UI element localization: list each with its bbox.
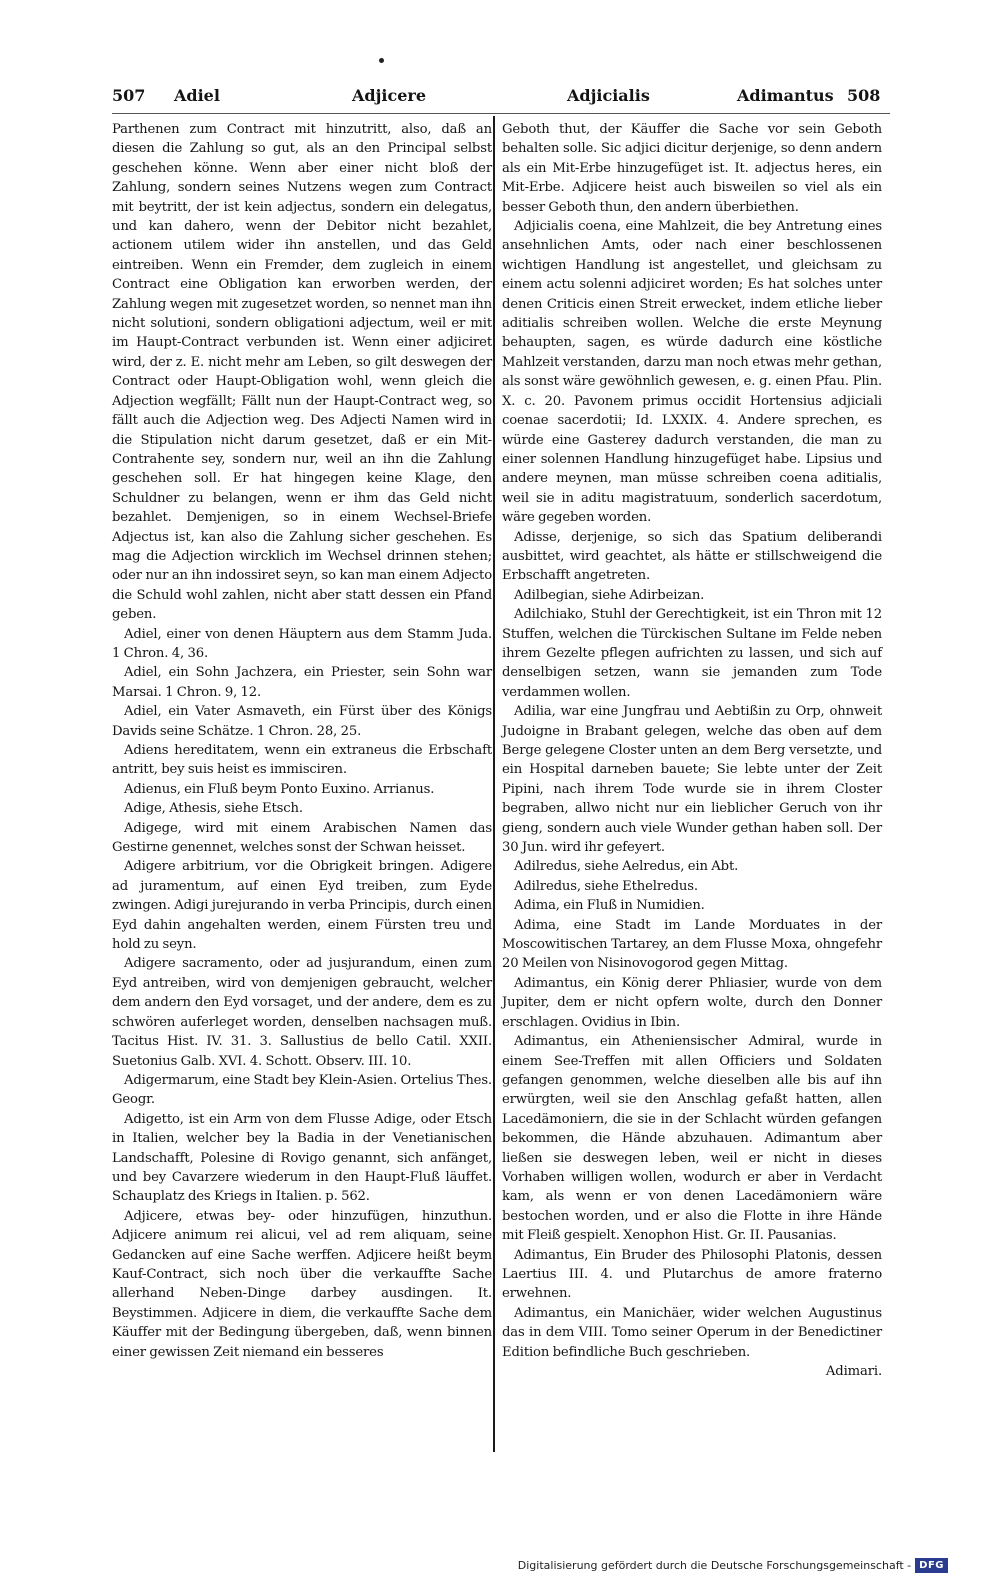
entry-adienus: Adienus, ein Fluß beym Ponto Euxino. Arrianus. xyxy=(124,781,435,797)
catchword: Adimari. xyxy=(825,1364,882,1379)
entry-adigere-arbitrium: Adigere arbitrium, vor die Obrigkeit bringen. Adigere ad juramentum, auf einen Eyd treiben, zum Eyde zwingen. Adigi jurejurando in verba Principis, durch einen Eyd dahin angehalten werden, einem Fürsten treu und hold zu seyn. xyxy=(112,859,492,953)
entry-adimantus-king: Adimantus, ein König derer Phliasier, wurde von dem Jupiter, dem er nicht opfern wolte, durch den Donner erschlagen. Ovidius in Ibin. xyxy=(502,975,882,1030)
entry-adigetto: Adigetto, ist ein Arm von dem Flusse Adige, oder Etsch in Italien, welcher bey la Badia in der Venetianischen Landschafft, Polesine di Rovigo genannt, sich anfänget, und bey Cavarzere wiederum in den Haupt-Fluß läuffet. Schauplatz des Kriegs in Italien. p. 562. xyxy=(112,1111,492,1205)
entry-text-continued: Geboth thut, der Käuffer die Sache vor sein Geboth behalten solle. Sic adjici dicitur derjenige, so denn andern als ein Mit-Erbe hinzugefüget ist. It. adjectus heres, ein Mit-Erbe. Adjicere heist auch bisweilen so viel als ein besser Geboth thun, den andern überbiethen. xyxy=(502,122,882,215)
right-center-word: Adjicialis xyxy=(567,86,650,105)
entry-adige: Adige, Athesis, siehe Etsch. xyxy=(124,801,303,817)
entry-adjicere: Adjicere, etwas bey- oder hinzufügen, hinzuthun. Adjicere animum rei alicui, vel ad rem aliquam, seine Gedancken auf eine Sache werffen. Adjicere heißt beym Kauf-Contract, sich noch über die verkauffte Sache allerhand Neben-Dinge darbey ausdingen. It. Beystimmen. Adjicere in diem, die verkauffte Sache dem Käuffer mit der Bedingung übergeben, daß, wenn binnen einer gewissen Zeit niemand ein besseres xyxy=(112,1208,492,1360)
entry-adisse: Adisse, derjenige, so sich das Spatium deliberandi ausbittet, wird geachtet, als hätte er stillschweigend die Erbschafft angetreten. xyxy=(502,529,882,584)
running-header xyxy=(112,86,890,110)
entry-adigermarum: Adigermarum, eine Stadt bey Klein-Asien. Ortelius Thes. Geogr. xyxy=(112,1072,492,1108)
entry-adiens: Adiens hereditatem, wenn ein extraneus die Erbschaft antritt, bey suis heist es immisciren. xyxy=(112,743,492,778)
header-rule xyxy=(112,113,890,114)
entry-adiel-2: Adiel, ein Sohn Jachzera, ein Priester, sein Sohn war Marsai. 1 Chron. 9, 12. xyxy=(112,665,492,700)
dfg-logo: DFG xyxy=(915,1558,948,1573)
right-column xyxy=(502,120,882,1381)
entry-adima-river: Adima, ein Fluß in Numidien. xyxy=(514,898,705,914)
entry-adilia: Adilia, war eine Jungfrau und Aebtißin zu Orp, ohnweit Judoigne in Brabant gelegen, welche das oben auf dem Berge gelegene Closter unten an dem Berg versetzte, und ein Hospital darneben bauete; Sie lebte unter der Zeit Pipini, nach ihrem Tode wurde sie in ihrem Closter begraben, allwo nicht nur ein lieblicher Geruch von ihr gieng, sondern auch viele Wunder gethan haben soll. Der 30 Jun. wird ihr gefeyert. xyxy=(502,704,882,856)
left-headword: Adiel xyxy=(174,86,220,105)
entry-adiel-3: Adiel, ein Vater Asmaveth, ein Fürst über des Königs Davids seine Schätze. 1 Chron. 28, 25. xyxy=(112,704,492,739)
entry-adilbegian: Adilbegian, siehe Adirbeizan. xyxy=(514,587,705,603)
entry-adilredus-1: Adilredus, siehe Aelredus, ein Abt. xyxy=(514,859,739,875)
right-headword: Adimantus xyxy=(737,86,834,105)
entry-adimantus-brother: Adimantus, Ein Bruder des Philosophi Platonis, dessen Laertius III. 4. und Plutarchus de amore fraterno erwehnen. xyxy=(502,1247,882,1302)
digitization-footer xyxy=(518,1555,948,1575)
left-center-word: Adjicere xyxy=(352,86,426,105)
entry-adigege: Adigege, wird mit einem Arabischen Namen das Gestirne genennet, welches sonst der Schwan heisset. xyxy=(112,820,492,856)
column-divider xyxy=(493,116,495,1452)
footer-credit: Digitalisierung gefördert durch die Deutsche Forschungsgemeinschaft - xyxy=(517,1558,912,1572)
right-page-number: 508 xyxy=(847,86,881,105)
entry-adimantus-manichaean: Adimantus, ein Manichäer, wider welchen Augustinus das in dem VIII. Tomo seiner Operum in der Benedictiner Edition befindliche Buch geschrieben. xyxy=(502,1305,882,1360)
entry-text: Parthenen zum Contract mit hinzutritt, also, daß an diesen die Zahlung so gut, als an den Principal selbst geschehen könne. Wenn aber einer nicht bloß der Zahlung, sondern seines Nutzens wegen zum Contract mit beytritt, der ist kein adjectus, sondern ein delegatus, und kan dahero, wenn der Debitor nicht bezahlet, actionem utilem wider ihn anstellen, und das Geld eintreiben. Wenn ein Fremder, dem zugleich in einem Contract eine Obligation kan erworben werden, der Zahlung wegen mit zugesetzet worden, so nennet man ihn nicht solutioni, sondern obligationi adjectum, weil er mit im Haupt-Contract verbunden ist. Wenn einer adjiciret wird, der z. E. nicht mehr am Leben, so gilt deswegen der Contract oder Haupt-Obligation wohl, wenn gleich die Adjection wegfällt; Fällt nun der Haupt-Contract weg, so fällt auch die Adjection weg. Des Adjecti Namen wird in die Stipulation nicht darum gesetzet, daß er ein Mit-Contrahente sey, sondern nur, weil an ihn die Zahlung geschehen soll. Er hat hingegen keine Klage, den Schuldner zu belangen, wenn er ihm das Geld nicht bezahlet. Demjenigen, so in einem Wechsel-Briefe Adjectus ist, kan also die Zahlung sicher geschehen. Es mag die Adjection wircklich im Wechsel drinnen stehen; oder nur an ihn indossiret seyn, so kan man einem Adjecto die Schuld wohl zahlen, nicht aber statt dessen ein Pfand geben. xyxy=(112,122,492,623)
entry-adima-city: Adima, eine Stadt im Lande Morduates in der Moscowitischen Tartarey, an dem Flusse Moxa, ohngefehr 20 Meilen von Nisinovogorod gegen Mittag. xyxy=(502,917,882,972)
entry-adimantus-admiral: Adimantus, ein Atheniensischer Admiral, wurde in einem See-Treffen mit allen Officiers und Soldaten gefangen genommen, welche dieselben alle bis auf ihn erwürgten, weil sie den Anschlag gefaßt hatten, allen Lacedämoniern, die sie in der Schlacht würden gefangen bekommen, die Hände abzuhauen. Adimantum aber ließen sie deswegen leben, weil er nicht in dieses Vorhaben willigen wollen, wodurch er aber in Verdacht kam, als wenn er von denen Lacedämoniern wäre bestochen worden, und er also die Flotte in ihre Hände mit Fleiß gespielt. Xenophon Hist. Gr. II. Pausanias. xyxy=(502,1034,882,1244)
ink-dot xyxy=(379,58,384,63)
entry-adigere-sacramento: Adigere sacramento, oder ad jusjurandum, einen zum Eyd antreiben, wird von demjenigen gebraucht, welcher dem andern den Eyd vorsaget, und der andere, dem es zu schwören auferleget worden, denselben nachsagen muß. Tacitus Hist. IV. 31. 3. Sallustius de bello Catil. XXII. Suetonius Galb. XVI. 4. Schott. Observ. III. 10. xyxy=(112,956,492,1069)
entry-adjicialis-coena: Adjicialis coena, eine Mahlzeit, die bey Antretung eines ansehnlichen Amts, oder nach einer beschlossenen wichtigen Handlung ist angestellet, und gleichsam zu einem actu solenni adjiciret worden; Es hat solches unter denen Criticis einen Streit erwecket, indem etliche lieber aditialis schreiben wollen. Welche die erste Meynung behaupten, sagen, es würde dadurch eine köstliche Mahlzeit verstanden, darzu man noch etwas mehr gethan, als sonst wäre gewöhnlich gewesen, e. g. einen Pfau. Plin. X. c. 20. Pavonem primus occidit Hortensius adjiciali coenae sacerdotii; Id. LXXIX. 4. Andere sprechen, es würde eine Gasterey dadurch verstanden, die man zu einer solennen Handlung hinzugefüget habe. Lipsius und andere meynen, man müsse schreiben coena aditialis, weil sie in aditu magistratuum, sonderlich sacerdotum, wäre gegeben worden. xyxy=(502,219,882,526)
entry-adiel-1: Adiel, einer von denen Häuptern aus dem Stamm Juda. 1 Chron. 4, 36. xyxy=(112,626,492,661)
left-column xyxy=(112,120,492,1362)
entry-adilredus-2: Adilredus, siehe Ethelredus. xyxy=(514,878,698,894)
left-page-number: 507 xyxy=(112,86,146,105)
entry-adilchiako: Adilchiako, Stuhl der Gerechtigkeit, ist ein Thron mit 12 Stuffen, welchen die Türckischen Sultane im Felde neben ihrem Gezelte pflegen aufrichten zu lassen, und sich auf denselbigen setzen, wann sie jemanden zum Tode verdammen wollen. xyxy=(502,607,882,700)
